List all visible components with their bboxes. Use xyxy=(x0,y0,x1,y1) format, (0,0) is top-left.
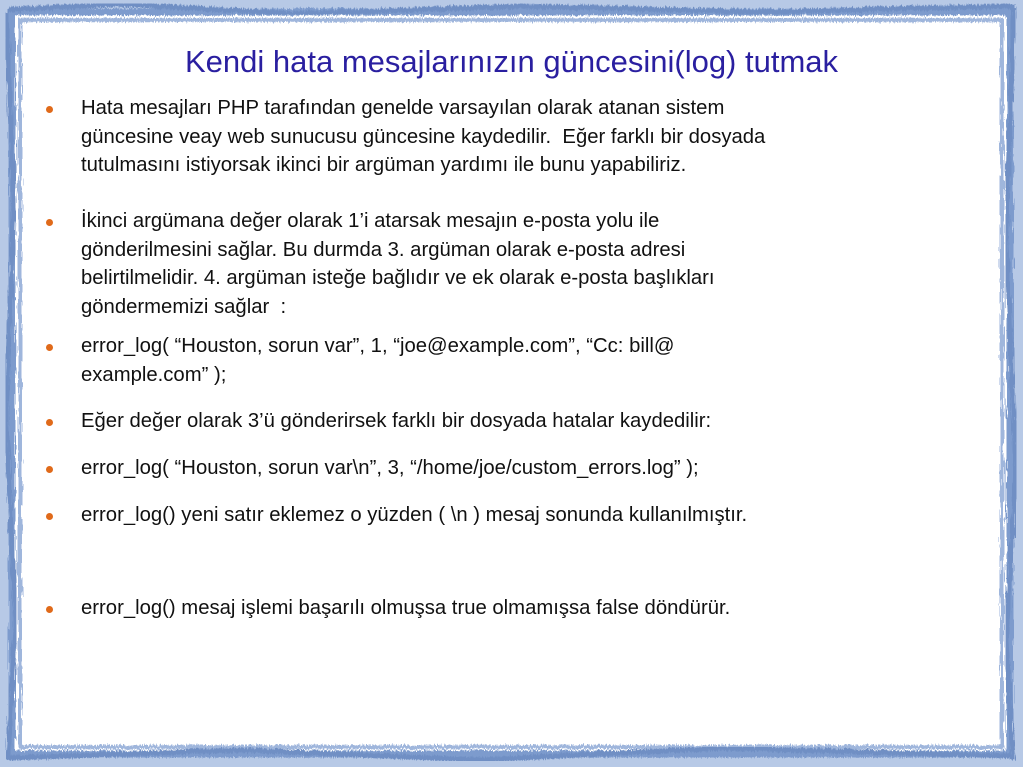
bullet-dot-icon xyxy=(46,419,53,426)
bullet-item xyxy=(46,207,966,321)
bullet-text: Hata mesajları PHP tarafından genelde varsayılan olarak atanan sistem güncesine veay web sunucusu güncesine kaydedilir. Eğer farklı bir dosyada tutulmasını istiyorsak ikinci bir argüman yardımı ile bunu yapabiliriz. xyxy=(81,97,766,176)
bullet-dot-icon xyxy=(46,106,53,113)
bullet-item xyxy=(46,594,966,623)
bullet-item xyxy=(46,332,966,389)
bullet-text: error_log() mesaj işlemi başarılı olmuşsa true olmamışsa false döndürür. xyxy=(81,597,731,619)
slide-title: Kendi hata mesajlarınızın güncesini(log) tutmak xyxy=(184,44,839,79)
bullet-dot-icon xyxy=(46,606,53,613)
bullet-text: error_log( “Houston, sorun var\n”, 3, “/home/joe/custom_errors.log” ); xyxy=(81,457,699,479)
bullet-text: Eğer değer olarak 3’ü gönderirsek farklı bir dosyada hatalar kaydedilir: xyxy=(81,410,712,432)
bullet-text: error_log( “Houston, sorun var”, 1, “joe@example.com”, “Cc: bill@ example.com” ); xyxy=(81,335,675,386)
bullet-item xyxy=(46,454,966,483)
bullet-dot-icon xyxy=(46,513,53,520)
bullet-dot-icon xyxy=(46,219,53,226)
bullet-dot-icon xyxy=(46,466,53,473)
bullet-item xyxy=(46,407,966,436)
bullet-text: İkinci argümana değer olarak 1’i atarsak mesajın e-posta yolu ile gönderilmesini sağlar. Bu durmda 3. argüman olarak e-posta adresi belirtilmelidir. 4. argüman isteğe bağlıdır ve ek olarak e-posta başlıkları göndermemizi sağlar : xyxy=(81,210,715,318)
bullet-text: error_log() yeni satır eklemez o yüzden ( \n ) mesaj sonunda kullanılmıştır. xyxy=(81,504,748,526)
bullet-item xyxy=(46,94,966,180)
bullet-item xyxy=(46,501,966,530)
bullet-dot-icon xyxy=(46,344,53,351)
